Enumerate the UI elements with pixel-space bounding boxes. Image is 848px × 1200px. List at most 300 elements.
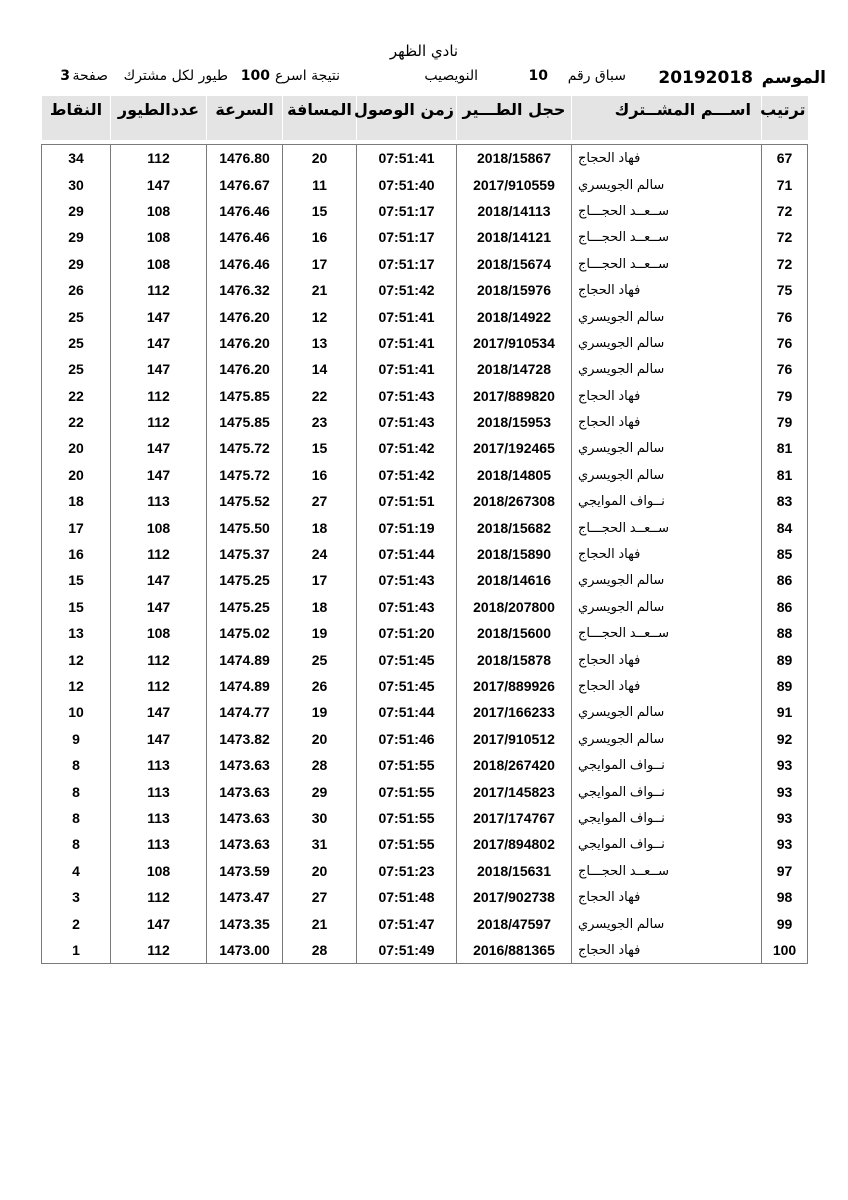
cell-rank: 72	[762, 251, 808, 277]
col-birds: عددالطيور	[111, 96, 207, 140]
cell-name: فهاد الحجاج	[572, 541, 762, 567]
cell-ring: 2018/14922	[457, 303, 572, 329]
cell-name: ســعــد الحجـــاج	[572, 620, 762, 646]
cell-points: 15	[42, 594, 111, 620]
cell-speed: 1473.00	[207, 937, 283, 964]
cell-speed: 1475.25	[207, 594, 283, 620]
cell-time: 07:51:42	[357, 462, 457, 488]
cell-ring: 2017/166233	[457, 699, 572, 725]
cell-ring: 2017/889820	[457, 383, 572, 409]
cell-rank: 81	[762, 462, 808, 488]
cell-name: ســعــد الحجـــاج	[572, 198, 762, 224]
cell-ring: 2018/15878	[457, 646, 572, 672]
table-row	[42, 884, 808, 910]
cell-distance: 27	[283, 488, 357, 514]
cell-name: نــواف الموايجي	[572, 831, 762, 857]
cell-ring: 2018/14805	[457, 462, 572, 488]
cell-ring: 2018/15674	[457, 251, 572, 277]
cell-birds: 112	[111, 409, 207, 435]
cell-speed: 1475.85	[207, 409, 283, 435]
cell-speed: 1475.37	[207, 541, 283, 567]
cell-rank: 89	[762, 673, 808, 699]
col-speed: السرعة	[207, 96, 283, 140]
cell-birds: 113	[111, 778, 207, 804]
cell-speed: 1473.63	[207, 752, 283, 778]
cell-birds: 147	[111, 462, 207, 488]
cell-time: 07:51:46	[357, 726, 457, 752]
cell-birds: 112	[111, 673, 207, 699]
cell-points: 1	[42, 937, 111, 964]
table-row	[42, 567, 808, 593]
col-time: زمن الوصول	[357, 96, 457, 140]
cell-points: 34	[42, 145, 111, 172]
cell-name: ســعــد الحجـــاج	[572, 858, 762, 884]
cell-points: 12	[42, 673, 111, 699]
table-row	[42, 673, 808, 699]
table-row	[42, 594, 808, 620]
cell-speed: 1474.89	[207, 646, 283, 672]
cell-rank: 72	[762, 198, 808, 224]
cell-distance: 11	[283, 171, 357, 197]
cell-time: 07:51:42	[357, 435, 457, 461]
cell-distance: 16	[283, 462, 357, 488]
cell-name: ســعــد الحجـــاج	[572, 251, 762, 277]
cell-points: 25	[42, 303, 111, 329]
cell-ring: 2017/174767	[457, 805, 572, 831]
results-table	[41, 96, 808, 964]
cell-speed: 1473.35	[207, 910, 283, 936]
cell-rank: 93	[762, 805, 808, 831]
cell-ring: 2018/14728	[457, 356, 572, 382]
cell-time: 07:51:45	[357, 646, 457, 672]
race-number: 10	[528, 68, 548, 84]
cell-distance: 26	[283, 673, 357, 699]
cell-speed: 1474.89	[207, 673, 283, 699]
cell-distance: 22	[283, 383, 357, 409]
cell-ring: 2017/902738	[457, 884, 572, 910]
cell-time: 07:51:55	[357, 831, 457, 857]
cell-name: ســعــد الحجـــاج	[572, 224, 762, 250]
cell-speed: 1475.85	[207, 383, 283, 409]
cell-ring: 2018/15953	[457, 409, 572, 435]
cell-distance: 23	[283, 409, 357, 435]
cell-rank: 75	[762, 277, 808, 303]
cell-rank: 93	[762, 752, 808, 778]
cell-name: فهاد الحجاج	[572, 673, 762, 699]
cell-distance: 30	[283, 805, 357, 831]
cell-speed: 1476.46	[207, 224, 283, 250]
cell-time: 07:51:43	[357, 567, 457, 593]
cell-name: فهاد الحجاج	[572, 937, 762, 964]
cell-birds: 112	[111, 145, 207, 172]
cell-name: سالم الجويسري	[572, 435, 762, 461]
table-row	[42, 514, 808, 540]
col-name: اســـم المشــترك	[572, 96, 762, 140]
cell-speed: 1475.25	[207, 567, 283, 593]
cell-time: 07:51:40	[357, 171, 457, 197]
cell-birds: 112	[111, 884, 207, 910]
cell-points: 30	[42, 171, 111, 197]
cell-speed: 1473.63	[207, 778, 283, 804]
cell-name: نــواف الموايجي	[572, 805, 762, 831]
cell-ring: 2017/889926	[457, 673, 572, 699]
cell-rank: 81	[762, 435, 808, 461]
cell-time: 07:51:43	[357, 409, 457, 435]
cell-distance: 18	[283, 594, 357, 620]
cell-birds: 113	[111, 831, 207, 857]
cell-name: فهاد الحجاج	[572, 277, 762, 303]
cell-name: سالم الجويسري	[572, 462, 762, 488]
cell-speed: 1476.20	[207, 330, 283, 356]
cell-ring: 2017/910512	[457, 726, 572, 752]
cell-rank: 86	[762, 594, 808, 620]
cell-birds: 147	[111, 171, 207, 197]
page-label: صفحة	[72, 68, 108, 84]
cell-time: 07:51:41	[357, 145, 457, 172]
cell-birds: 108	[111, 198, 207, 224]
cell-name: سالم الجويسري	[572, 171, 762, 197]
cell-points: 9	[42, 726, 111, 752]
cell-points: 13	[42, 620, 111, 646]
cell-time: 07:51:41	[357, 356, 457, 382]
cell-time: 07:51:17	[357, 198, 457, 224]
cell-rank: 97	[762, 858, 808, 884]
cell-points: 20	[42, 435, 111, 461]
table-row	[42, 620, 808, 646]
cell-distance: 24	[283, 541, 357, 567]
cell-points: 16	[42, 541, 111, 567]
table-row	[42, 171, 808, 197]
cell-birds: 112	[111, 541, 207, 567]
cell-ring: 2018/207800	[457, 594, 572, 620]
cell-time: 07:51:55	[357, 752, 457, 778]
cell-distance: 21	[283, 277, 357, 303]
table-row	[42, 699, 808, 725]
cell-points: 26	[42, 277, 111, 303]
table-row	[42, 646, 808, 672]
cell-time: 07:51:55	[357, 778, 457, 804]
cell-name: سالم الجويسري	[572, 303, 762, 329]
table-row	[42, 224, 808, 250]
cell-points: 29	[42, 224, 111, 250]
cell-speed: 1476.20	[207, 356, 283, 382]
cell-time: 07:51:17	[357, 224, 457, 250]
cell-ring: 2018/15682	[457, 514, 572, 540]
cell-points: 8	[42, 752, 111, 778]
table-row	[42, 858, 808, 884]
cell-points: 4	[42, 858, 111, 884]
cell-birds: 113	[111, 488, 207, 514]
cell-time: 07:51:51	[357, 488, 457, 514]
race-label: سباق رقم	[567, 68, 626, 84]
table-row	[42, 277, 808, 303]
cell-ring: 2018/14616	[457, 567, 572, 593]
cell-time: 07:51:41	[357, 330, 457, 356]
cell-birds: 113	[111, 752, 207, 778]
cell-birds: 147	[111, 435, 207, 461]
cell-name: نــواف الموايجي	[572, 778, 762, 804]
cell-ring: 2018/14113	[457, 198, 572, 224]
cell-time: 07:51:55	[357, 805, 457, 831]
cell-rank: 76	[762, 330, 808, 356]
table-row	[42, 145, 808, 172]
cell-rank: 98	[762, 884, 808, 910]
cell-distance: 25	[283, 646, 357, 672]
col-distance: المسافة	[283, 96, 357, 140]
cell-name: سالم الجويسري	[572, 567, 762, 593]
cell-points: 18	[42, 488, 111, 514]
cell-distance: 14	[283, 356, 357, 382]
cell-time: 07:51:19	[357, 514, 457, 540]
cell-ring: 2017/192465	[457, 435, 572, 461]
cell-birds: 113	[111, 805, 207, 831]
cell-time: 07:51:43	[357, 594, 457, 620]
cell-rank: 93	[762, 831, 808, 857]
cell-birds: 147	[111, 594, 207, 620]
cell-speed: 1473.82	[207, 726, 283, 752]
cell-ring: 2016/881365	[457, 937, 572, 964]
cell-points: 12	[42, 646, 111, 672]
cell-speed: 1473.59	[207, 858, 283, 884]
cell-birds: 147	[111, 567, 207, 593]
season-value: 20192018	[658, 68, 753, 88]
cell-speed: 1473.47	[207, 884, 283, 910]
cell-speed: 1475.52	[207, 488, 283, 514]
table-row	[42, 488, 808, 514]
cell-ring: 2017/910534	[457, 330, 572, 356]
cell-name: فهاد الحجاج	[572, 646, 762, 672]
table-row	[42, 330, 808, 356]
table-row	[42, 752, 808, 778]
results-body	[42, 145, 808, 964]
cell-birds: 147	[111, 356, 207, 382]
cell-distance: 19	[283, 620, 357, 646]
cell-speed: 1474.77	[207, 699, 283, 725]
cell-distance: 28	[283, 752, 357, 778]
cell-rank: 99	[762, 910, 808, 936]
cell-distance: 17	[283, 251, 357, 277]
cell-rank: 76	[762, 303, 808, 329]
cell-rank: 88	[762, 620, 808, 646]
col-rank: ترتيب	[762, 96, 808, 140]
cell-name: سالم الجويسري	[572, 330, 762, 356]
cell-ring: 2017/910559	[457, 171, 572, 197]
cell-distance: 13	[283, 330, 357, 356]
table-row	[42, 831, 808, 857]
cell-birds: 147	[111, 699, 207, 725]
cell-name: فهاد الحجاج	[572, 409, 762, 435]
cell-time: 07:51:43	[357, 383, 457, 409]
cell-distance: 20	[283, 145, 357, 172]
cell-points: 25	[42, 330, 111, 356]
cell-rank: 84	[762, 514, 808, 540]
cell-distance: 27	[283, 884, 357, 910]
cell-name: سالم الجويسري	[572, 910, 762, 936]
page-number: 3	[60, 68, 70, 84]
cell-time: 07:51:49	[357, 937, 457, 964]
cell-rank: 71	[762, 171, 808, 197]
cell-rank: 89	[762, 646, 808, 672]
cell-rank: 93	[762, 778, 808, 804]
table-row	[42, 198, 808, 224]
cell-birds: 112	[111, 383, 207, 409]
table-row	[42, 778, 808, 804]
cell-rank: 76	[762, 356, 808, 382]
cell-birds: 147	[111, 726, 207, 752]
cell-name: نــواف الموايجي	[572, 752, 762, 778]
cell-birds: 108	[111, 620, 207, 646]
cell-birds: 147	[111, 910, 207, 936]
col-ring: حجل الطـــير	[457, 96, 572, 140]
cell-ring: 2018/15976	[457, 277, 572, 303]
cell-time: 07:51:47	[357, 910, 457, 936]
table-row	[42, 726, 808, 752]
cell-speed: 1476.20	[207, 303, 283, 329]
cell-points: 3	[42, 884, 111, 910]
cell-distance: 21	[283, 910, 357, 936]
cell-birds: 112	[111, 646, 207, 672]
cell-distance: 20	[283, 726, 357, 752]
cell-points: 20	[42, 462, 111, 488]
cell-rank: 83	[762, 488, 808, 514]
cell-name: ســعــد الحجـــاج	[572, 514, 762, 540]
club-title: نادي الظهر	[389, 42, 459, 60]
cell-points: 10	[42, 699, 111, 725]
cell-distance: 15	[283, 198, 357, 224]
table-row	[42, 303, 808, 329]
cell-name: سالم الجويسري	[572, 699, 762, 725]
cell-ring: 2018/47597	[457, 910, 572, 936]
cell-distance: 19	[283, 699, 357, 725]
col-points: النقاط	[42, 96, 111, 140]
cell-ring: 2018/267420	[457, 752, 572, 778]
table-row	[42, 409, 808, 435]
cell-distance: 28	[283, 937, 357, 964]
cell-birds: 112	[111, 277, 207, 303]
cell-distance: 17	[283, 567, 357, 593]
cell-birds: 108	[111, 858, 207, 884]
cell-name: سالم الجويسري	[572, 356, 762, 382]
table-row	[42, 910, 808, 936]
cell-ring: 2018/15631	[457, 858, 572, 884]
cell-rank: 100	[762, 937, 808, 964]
cell-distance: 29	[283, 778, 357, 804]
cell-name: فهاد الحجاج	[572, 884, 762, 910]
cell-ring: 2018/14121	[457, 224, 572, 250]
table-row	[42, 435, 808, 461]
cell-speed: 1475.72	[207, 435, 283, 461]
race-name: النويصيب	[424, 68, 478, 84]
result-label: نتيجة اسرع	[274, 68, 340, 84]
cell-rank: 85	[762, 541, 808, 567]
cell-name: سالم الجويسري	[572, 594, 762, 620]
cell-name: فهاد الحجاج	[572, 383, 762, 409]
table-row	[42, 462, 808, 488]
cell-time: 07:51:41	[357, 303, 457, 329]
table-row	[42, 805, 808, 831]
cell-distance: 31	[283, 831, 357, 857]
cell-speed: 1476.67	[207, 171, 283, 197]
cell-rank: 92	[762, 726, 808, 752]
cell-points: 22	[42, 409, 111, 435]
cell-ring: 2018/15867	[457, 145, 572, 172]
cell-time: 07:51:20	[357, 620, 457, 646]
cell-birds: 147	[111, 330, 207, 356]
cell-speed: 1473.63	[207, 831, 283, 857]
cell-time: 07:51:17	[357, 251, 457, 277]
cell-points: 29	[42, 198, 111, 224]
table-row	[42, 541, 808, 567]
cell-distance: 18	[283, 514, 357, 540]
cell-points: 22	[42, 383, 111, 409]
result-count: 100	[240, 68, 270, 84]
cell-name: سالم الجويسري	[572, 726, 762, 752]
cell-time: 07:51:44	[357, 699, 457, 725]
cell-name: فهاد الحجاج	[572, 145, 762, 172]
cell-time: 07:51:45	[357, 673, 457, 699]
cell-speed: 1476.46	[207, 198, 283, 224]
cell-distance: 12	[283, 303, 357, 329]
cell-birds: 112	[111, 937, 207, 964]
table-row	[42, 251, 808, 277]
cell-rank: 72	[762, 224, 808, 250]
cell-points: 2	[42, 910, 111, 936]
header-row	[42, 96, 808, 140]
per-member-label: طيور لكل مشترك	[123, 68, 228, 84]
cell-ring: 2018/267308	[457, 488, 572, 514]
cell-time: 07:51:42	[357, 277, 457, 303]
cell-rank: 79	[762, 383, 808, 409]
cell-birds: 108	[111, 251, 207, 277]
cell-points: 8	[42, 778, 111, 804]
cell-distance: 20	[283, 858, 357, 884]
cell-speed: 1476.32	[207, 277, 283, 303]
table-row	[42, 356, 808, 382]
cell-speed: 1475.50	[207, 514, 283, 540]
cell-points: 17	[42, 514, 111, 540]
season-label: الموسم	[761, 68, 826, 88]
cell-ring: 2018/15600	[457, 620, 572, 646]
cell-time: 07:51:44	[357, 541, 457, 567]
cell-birds: 108	[111, 514, 207, 540]
cell-birds: 147	[111, 303, 207, 329]
cell-name: نــواف الموايجي	[572, 488, 762, 514]
cell-rank: 67	[762, 145, 808, 172]
cell-speed: 1476.46	[207, 251, 283, 277]
cell-speed: 1475.02	[207, 620, 283, 646]
cell-speed: 1473.63	[207, 805, 283, 831]
table-row	[42, 937, 808, 964]
cell-distance: 16	[283, 224, 357, 250]
cell-rank: 79	[762, 409, 808, 435]
cell-speed: 1475.72	[207, 462, 283, 488]
cell-points: 29	[42, 251, 111, 277]
cell-time: 07:51:48	[357, 884, 457, 910]
cell-distance: 15	[283, 435, 357, 461]
cell-time: 07:51:23	[357, 858, 457, 884]
table-row	[42, 383, 808, 409]
cell-ring: 2017/145823	[457, 778, 572, 804]
cell-points: 15	[42, 567, 111, 593]
cell-ring: 2017/894802	[457, 831, 572, 857]
cell-birds: 108	[111, 224, 207, 250]
cell-rank: 91	[762, 699, 808, 725]
cell-points: 8	[42, 805, 111, 831]
cell-points: 8	[42, 831, 111, 857]
cell-speed: 1476.80	[207, 145, 283, 172]
cell-ring: 2018/15890	[457, 541, 572, 567]
cell-rank: 86	[762, 567, 808, 593]
